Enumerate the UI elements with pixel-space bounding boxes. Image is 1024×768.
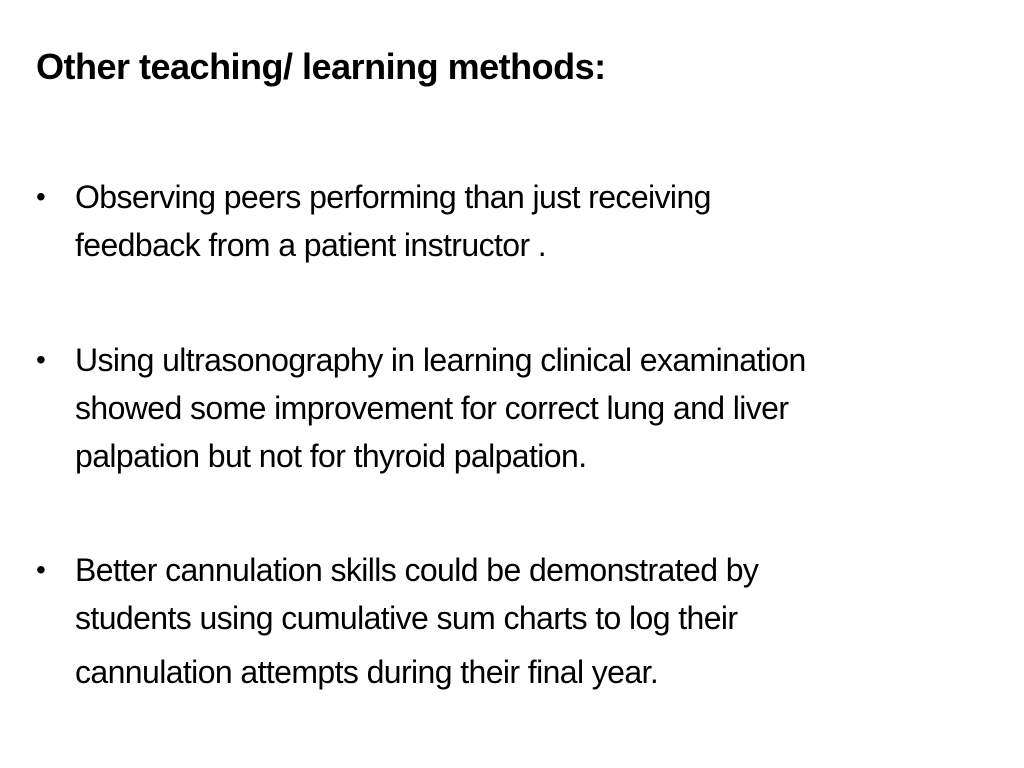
bullet-line: Better cannulation skills could be demonstrated by bbox=[75, 552, 759, 588]
bullet-dot-icon: • bbox=[36, 554, 46, 585]
bullet-text bbox=[75, 546, 956, 696]
bullet-item-cannulation bbox=[36, 546, 956, 696]
bullet-text bbox=[75, 336, 956, 480]
bullet-text bbox=[75, 173, 956, 269]
bullet-line: feedback from a patient instructor . bbox=[75, 227, 547, 263]
bullet-line: students using cumulative sum charts to log their bbox=[75, 600, 738, 636]
bullet-line: palpation but not for thyroid palpation. bbox=[75, 438, 587, 474]
bullet-line: Observing peers performing than just receiving bbox=[75, 179, 711, 215]
bullet-line: showed some improvement for correct lung and liver bbox=[75, 390, 789, 426]
bullet-dot-icon: • bbox=[36, 181, 46, 212]
slide-title: Other teaching/ learning methods: bbox=[36, 46, 606, 87]
bullet-item-peer-observation bbox=[36, 173, 956, 269]
bullet-dot-icon: • bbox=[36, 344, 46, 375]
bullet-line: Using ultrasonography in learning clinical examination bbox=[75, 342, 806, 378]
bullet-line: cannulation attempts during their final year. bbox=[75, 654, 659, 690]
bullet-item-ultrasonography bbox=[36, 336, 956, 480]
